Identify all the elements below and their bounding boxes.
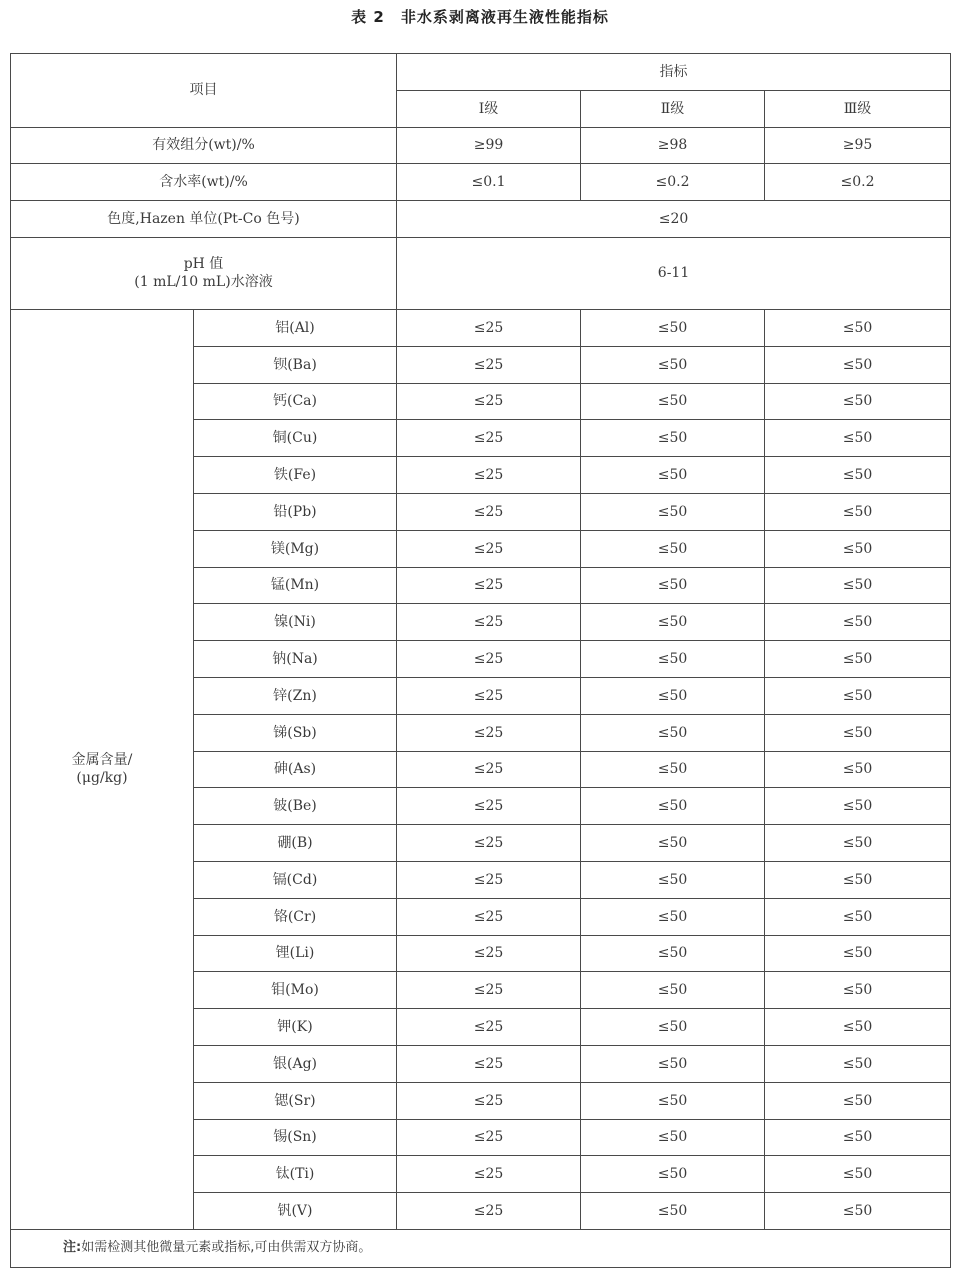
cell-value: ≤50 (765, 1009, 951, 1046)
cell-value: ≤25 (397, 383, 581, 420)
cell-value: ≤50 (765, 788, 951, 825)
cell-value: ≤50 (581, 788, 765, 825)
cell-value: ≤25 (397, 898, 581, 935)
cell-value: ≤25 (397, 1119, 581, 1156)
metal-element: 铬(Cr) (194, 898, 397, 935)
cell-value: ≤25 (397, 1009, 581, 1046)
metal-element: 锶(Sr) (194, 1082, 397, 1119)
header-row-top (11, 54, 951, 91)
cell-value: ≤50 (581, 1009, 765, 1046)
note-prefix: 注: (63, 1240, 82, 1256)
cell-value: ≤25 (397, 1156, 581, 1193)
table-row (11, 309, 951, 346)
cell-value: ≤25 (397, 604, 581, 641)
cell-value: ≤25 (397, 641, 581, 678)
table-title: 非水系剥离液再生液性能指标 (400, 8, 609, 26)
metal-element: 镍(Ni) (194, 604, 397, 641)
metal-element: 硼(B) (194, 825, 397, 862)
cell-value: ≤50 (581, 567, 765, 604)
metal-element: 锡(Sn) (194, 1119, 397, 1156)
cell-value: ≤50 (581, 861, 765, 898)
cell-value: ≤50 (765, 825, 951, 862)
metal-element: 钠(Na) (194, 641, 397, 678)
table-row (11, 201, 951, 238)
cell-value: ≤50 (581, 1082, 765, 1119)
header-item: 项目 (11, 54, 397, 128)
cell-value: ≤50 (581, 1045, 765, 1082)
cell-value: ≤25 (397, 677, 581, 714)
row-label-color: 色度,Hazen 单位(Pt-Co 色号) (11, 201, 397, 238)
table-row (11, 237, 951, 309)
header-indicator: 指标 (397, 54, 951, 91)
metal-element: 铁(Fe) (194, 457, 397, 494)
cell-value: ≤50 (581, 935, 765, 972)
cell-value: ≤25 (397, 1193, 581, 1230)
table-note (11, 1229, 951, 1267)
cell-value: ≤25 (397, 861, 581, 898)
cell-value: ≥98 (581, 127, 765, 164)
ph-label-line2: (1 mL/10 mL)水溶液 (134, 274, 273, 291)
spec-table (10, 53, 951, 1268)
cell-value: ≤25 (397, 714, 581, 751)
cell-value: ≥99 (397, 127, 581, 164)
table-number: 表 2 (351, 8, 385, 26)
cell-value: ≤50 (765, 346, 951, 383)
cell-value: ≤25 (397, 530, 581, 567)
metal-element: 铝(Al) (194, 309, 397, 346)
cell-value: ≤50 (581, 457, 765, 494)
cell-value-color: ≤20 (397, 201, 951, 238)
header-grade-2: Ⅱ级 (581, 90, 765, 127)
cell-value: ≤50 (765, 383, 951, 420)
cell-value: ≤25 (397, 935, 581, 972)
cell-value: ≤25 (397, 493, 581, 530)
cell-value: ≤50 (581, 972, 765, 1009)
metal-element: 钾(K) (194, 1009, 397, 1046)
cell-value: ≤0.2 (765, 164, 951, 201)
metal-group-label (11, 309, 194, 1229)
cell-value: ≤50 (765, 751, 951, 788)
row-label-ph (11, 237, 397, 309)
metal-element: 锑(Sb) (194, 714, 397, 751)
cell-value: ≤50 (765, 493, 951, 530)
note-text: 如需检测其他微量元素或指标,可由供需双方协商。 (81, 1240, 372, 1256)
cell-value: ≤50 (765, 714, 951, 751)
cell-value: ≤50 (581, 1156, 765, 1193)
metal-element: 锂(Li) (194, 935, 397, 972)
cell-value: ≤50 (765, 1156, 951, 1193)
cell-value: ≤50 (765, 972, 951, 1009)
note-row (11, 1229, 951, 1267)
metal-element: 砷(As) (194, 751, 397, 788)
cell-value: ≤50 (765, 1082, 951, 1119)
cell-value: ≤50 (765, 530, 951, 567)
cell-value: ≤50 (765, 861, 951, 898)
cell-value: ≤25 (397, 788, 581, 825)
spec-table-body (11, 54, 951, 1268)
cell-value: ≤50 (765, 567, 951, 604)
cell-value: ≤50 (765, 1119, 951, 1156)
metal-element: 锰(Mn) (194, 567, 397, 604)
cell-value: ≤25 (397, 1082, 581, 1119)
metal-element: 钼(Mo) (194, 972, 397, 1009)
cell-value: ≤50 (765, 898, 951, 935)
metal-element: 铍(Be) (194, 788, 397, 825)
cell-value: ≤0.2 (581, 164, 765, 201)
table-row (11, 127, 951, 164)
metal-element: 镁(Mg) (194, 530, 397, 567)
cell-value: ≤25 (397, 346, 581, 383)
header-grade-1: Ⅰ级 (397, 90, 581, 127)
metal-label-line2: (μg/kg) (76, 770, 128, 787)
cell-value: ≤25 (397, 420, 581, 457)
row-label-water: 含水率(wt)/% (11, 164, 397, 201)
cell-value: ≤25 (397, 1045, 581, 1082)
cell-value: ≤50 (581, 604, 765, 641)
cell-value: ≤50 (581, 346, 765, 383)
cell-value: ≤50 (581, 751, 765, 788)
cell-value: ≤50 (581, 309, 765, 346)
cell-value: ≤50 (765, 677, 951, 714)
cell-value: ≤25 (397, 567, 581, 604)
cell-value: ≤50 (765, 457, 951, 494)
cell-value: ≤50 (765, 641, 951, 678)
cell-value: ≤25 (397, 309, 581, 346)
metal-element: 钙(Ca) (194, 383, 397, 420)
metal-element: 钛(Ti) (194, 1156, 397, 1193)
cell-value: ≤50 (581, 677, 765, 714)
cell-value: ≤25 (397, 457, 581, 494)
cell-value: ≤50 (581, 714, 765, 751)
metal-label-line1: 金属含量/ (71, 752, 133, 769)
metal-element: 钒(V) (194, 1193, 397, 1230)
cell-value: ≤50 (581, 1193, 765, 1230)
metal-element: 铜(Cu) (194, 420, 397, 457)
metal-element: 锌(Zn) (194, 677, 397, 714)
cell-value: ≤50 (765, 1045, 951, 1082)
cell-value: ≤50 (581, 641, 765, 678)
cell-value: ≤50 (581, 825, 765, 862)
cell-value: ≤50 (581, 493, 765, 530)
cell-value: ≤25 (397, 825, 581, 862)
cell-value: ≤50 (765, 1193, 951, 1230)
table-row (11, 164, 951, 201)
cell-value-ph: 6-11 (397, 237, 951, 309)
row-label-effective: 有效组分(wt)/% (11, 127, 397, 164)
metal-element: 铅(Pb) (194, 493, 397, 530)
metal-element: 钡(Ba) (194, 346, 397, 383)
metal-element: 银(Ag) (194, 1045, 397, 1082)
table-caption (0, 4, 960, 30)
cell-value: ≤50 (765, 420, 951, 457)
cell-value: ≤50 (581, 383, 765, 420)
cell-value: ≤50 (765, 604, 951, 641)
metal-element: 镉(Cd) (194, 861, 397, 898)
cell-value: ≤0.1 (397, 164, 581, 201)
cell-value: ≤50 (581, 420, 765, 457)
cell-value: ≤50 (581, 898, 765, 935)
cell-value: ≤25 (397, 972, 581, 1009)
header-grade-3: Ⅲ级 (765, 90, 951, 127)
cell-value: ≤25 (397, 751, 581, 788)
cell-value: ≤50 (581, 1119, 765, 1156)
cell-value: ≤50 (581, 530, 765, 567)
cell-value: ≥95 (765, 127, 951, 164)
ph-label-line1: pH 值 (183, 256, 224, 273)
cell-value: ≤50 (765, 935, 951, 972)
cell-value: ≤50 (765, 309, 951, 346)
